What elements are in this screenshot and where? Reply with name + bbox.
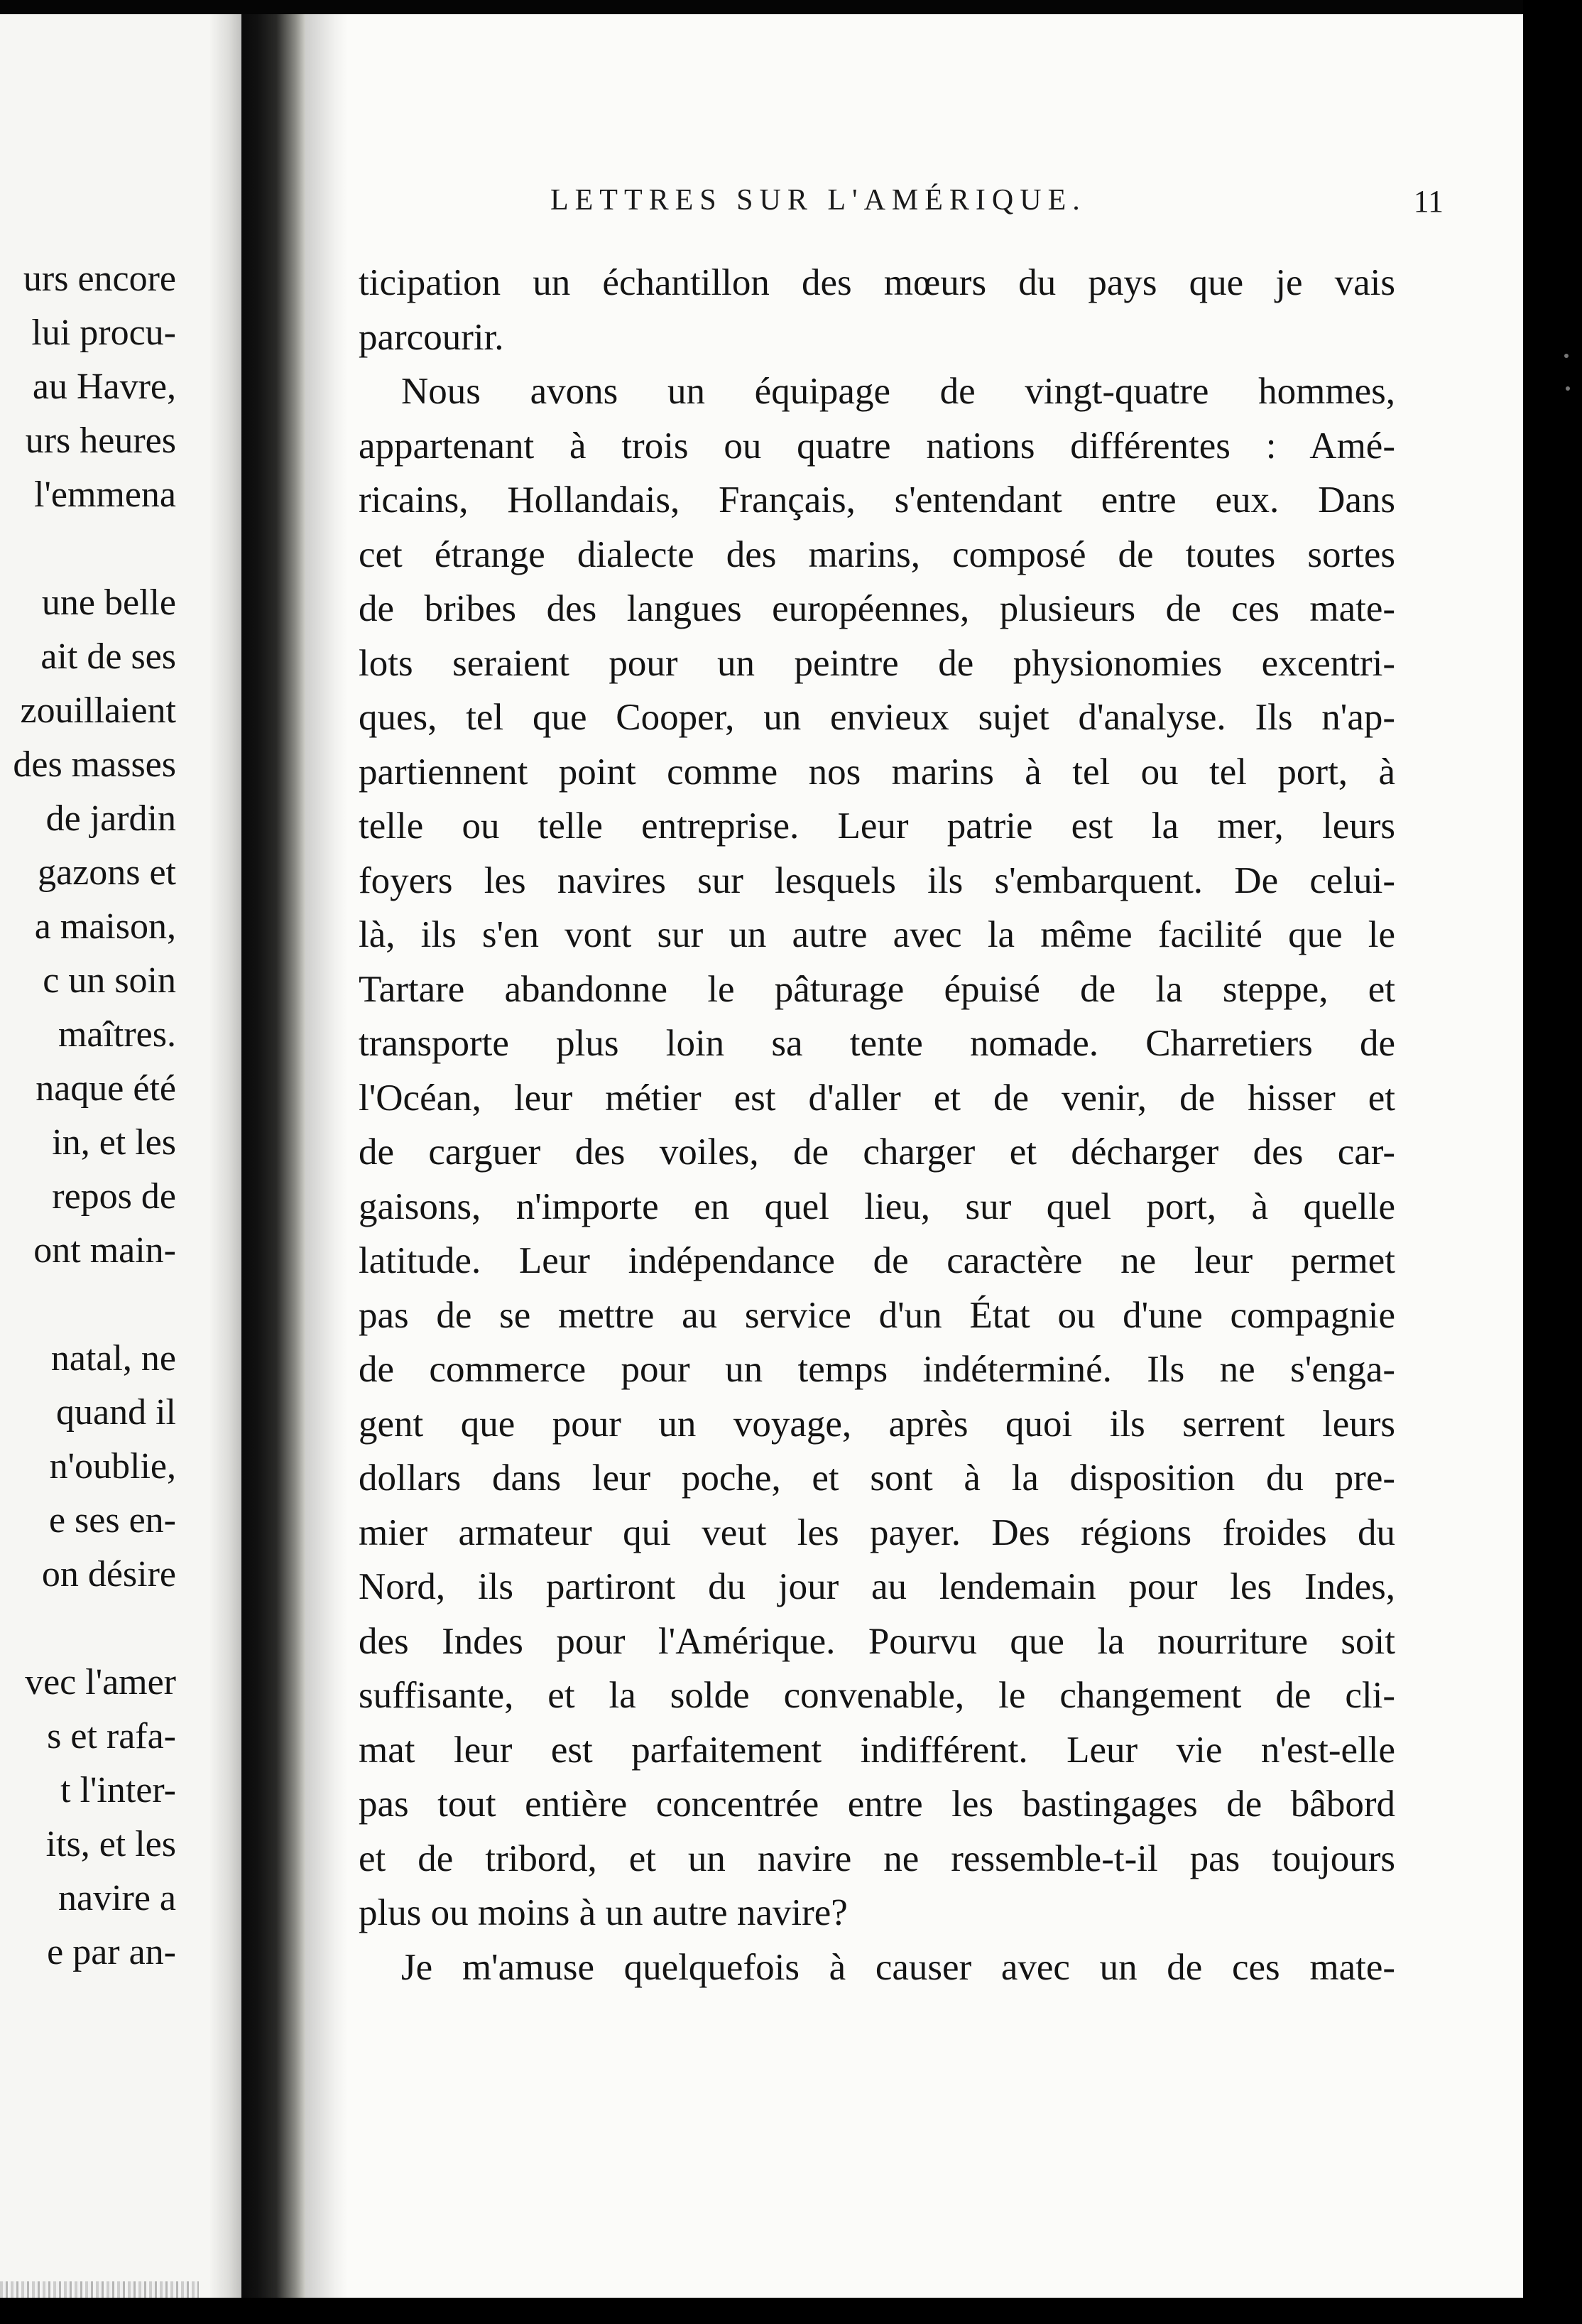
page-edge-texture <box>0 2281 199 2298</box>
left-line: urs encore <box>23 259 176 299</box>
left-line: l'emmena <box>34 474 176 515</box>
left-line-blank <box>0 1278 176 1332</box>
left-line: natal, ne <box>50 1338 176 1379</box>
text-line: appartenant à trois ou quatre nations différentes : Amé- <box>359 425 1395 467</box>
left-line: a maison, <box>34 906 176 947</box>
left-line-blank <box>0 1602 176 1656</box>
text-line: Je m'amuse quelquefois à causer avec un de ces mate- <box>401 1946 1395 1988</box>
page-number: 11 <box>1413 184 1444 219</box>
left-line: n'oublie, <box>49 1446 176 1487</box>
text-line: ticipation un échantillon des mœurs du pays que je vais <box>359 262 1395 303</box>
text-line: mat leur est parfaitement indifférent. Leur vie n'est-elle <box>359 1729 1395 1771</box>
text-line: mier armateur qui veut les payer. Des régions froides du <box>359 1511 1395 1553</box>
left-line: ait de ses <box>40 636 176 677</box>
text-line: et de tribord, et un navire ne ressemble-t-il pas toujours <box>359 1837 1395 1879</box>
text-line: ricains, Hollandais, Français, s'entendant entre eux. Dans <box>359 479 1395 521</box>
text-line: lots seraient pour un peintre de physionomies excentri- <box>359 642 1395 684</box>
left-line-blank <box>0 522 176 576</box>
left-line: its, et les <box>45 1824 176 1864</box>
text-line: pas de se mettre au service d'un État ou d'une compagnie <box>359 1294 1395 1336</box>
text-line: gaisons, n'importe en quel lieu, sur quel port, à quelle <box>359 1185 1395 1227</box>
text-line: de carguer des voiles, de charger et décharger des car- <box>359 1131 1395 1173</box>
scan-bottom-edge <box>0 2298 1582 2324</box>
text-line: Nord, ils partiront du jour au lendemain pour les Indes, <box>359 1566 1395 1607</box>
left-page <box>0 14 241 2298</box>
text-line: de commerce pour un temps indéterminé. Ils ne s'enga- <box>359 1349 1395 1390</box>
text-line: transporte plus loin sa tente nomade. Charretiers de <box>359 1023 1395 1064</box>
text-line: là, ils s'en vont sur un autre avec la même facilité que le <box>359 914 1395 955</box>
text-line: Nous avons un équipage de vingt-quatre hommes, <box>401 371 1395 412</box>
left-line: zouillaient <box>20 690 176 731</box>
left-line: navire a <box>58 1878 176 1918</box>
scan-margin <box>1523 0 1582 2324</box>
text-line: telle ou telle entreprise. Leur patrie est la mer, leurs <box>359 805 1395 847</box>
text-line: des Indes pour l'Amérique. Pourvu que la nourriture soit <box>359 1620 1395 1662</box>
gutter-shadow <box>209 14 241 2298</box>
left-line: maîtres. <box>58 1014 176 1055</box>
text-line: de bribes des langues européennes, plusieurs de ces mate- <box>359 588 1395 629</box>
running-head <box>305 183 1452 233</box>
text-line: l'Océan, leur métier est d'aller et de venir, de hisser et <box>359 1077 1395 1119</box>
text-line: Tartare abandonne le pâturage épuisé de la steppe, et <box>359 968 1395 1010</box>
text-line: suffisante, et la solde convenable, le changement de cli- <box>359 1675 1395 1716</box>
scan-speck <box>1566 386 1570 391</box>
left-line: c un soin <box>43 960 176 1001</box>
left-line: repos de <box>52 1176 176 1217</box>
left-line: naque été <box>36 1068 176 1109</box>
text-line: ques, tel que Cooper, un envieux sujet d'analyse. Ils n'ap- <box>359 697 1395 738</box>
text-line: pas tout entière concentrée entre les bastingages de bâbord <box>359 1783 1395 1825</box>
left-line: e ses en- <box>48 1500 176 1541</box>
left-line: des masses <box>13 744 176 785</box>
text-line: gent que pour un voyage, après quoi ils serrent leurs <box>359 1403 1395 1445</box>
left-line: s et rafa- <box>47 1716 176 1756</box>
text-line: latitude. Leur indépendance de caractère ne leur permet <box>359 1240 1395 1281</box>
left-line: de jardin <box>45 798 176 839</box>
left-line: lui procu- <box>31 313 176 353</box>
inner-shadow <box>305 14 348 2298</box>
left-line: on désire <box>41 1554 176 1595</box>
scan-speck <box>1564 354 1569 358</box>
text-line: partiennent point comme nos marins à tel ou tel port, à <box>359 751 1395 793</box>
text-line: parcourir. <box>359 316 504 358</box>
right-page <box>305 14 1523 2298</box>
left-line: quand il <box>56 1392 176 1433</box>
left-line: e par an- <box>47 1932 176 1972</box>
left-line: une belle <box>41 582 176 623</box>
left-line: t l'inter- <box>60 1770 176 1810</box>
left-line: vec l'amer <box>25 1662 176 1703</box>
text-line: dollars dans leur poche, et sont à la disposition du pre- <box>359 1457 1395 1499</box>
text-line: cet étrange dialecte des marins, composé de toutes sortes <box>359 533 1395 575</box>
body-text <box>359 256 1395 1994</box>
book-spine <box>241 14 305 2298</box>
left-page-text <box>0 252 176 1980</box>
running-title: LETTRES SUR L'AMÉRIQUE. <box>550 184 1086 217</box>
left-line: au Havre, <box>32 366 176 407</box>
left-line: urs heures <box>25 420 176 461</box>
text-line: plus ou moins à un autre navire? <box>359 1892 848 1933</box>
left-line: in, et les <box>52 1122 176 1163</box>
left-line: ont main- <box>33 1230 176 1271</box>
left-line: gazons et <box>38 852 176 893</box>
text-line: foyers les navires sur lesquels ils s'embarquent. De celui- <box>359 859 1395 901</box>
